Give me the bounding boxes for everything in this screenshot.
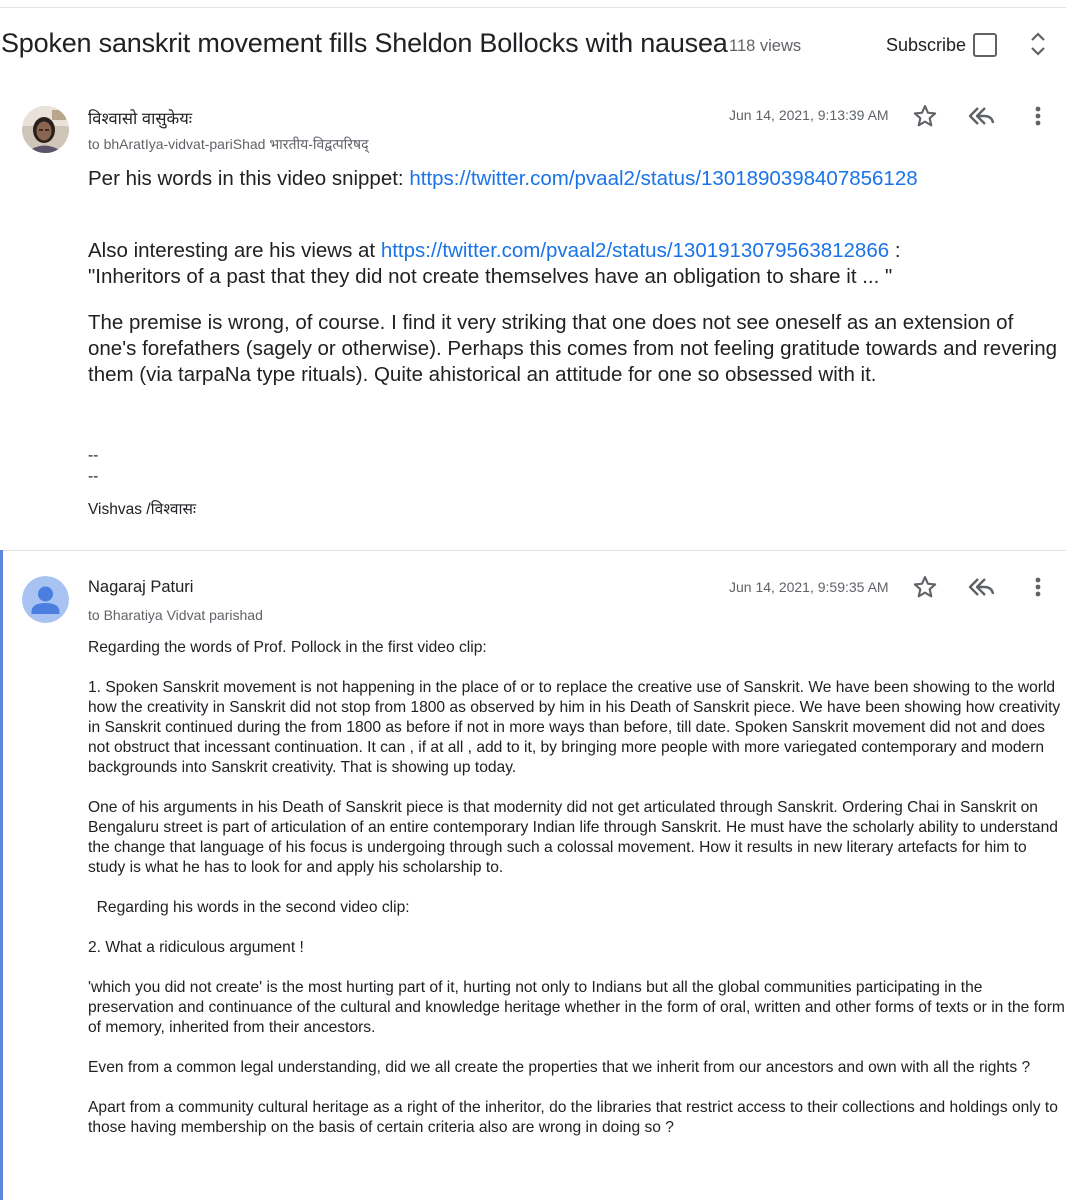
signature: [88, 445, 196, 520]
recipient-line: to Bharatiya Vidvat parishad: [88, 607, 263, 623]
message-date: Jun 14, 2021, 9:59:35 AM: [729, 579, 889, 595]
message-2: [0, 550, 1066, 1200]
tweet-link-2[interactable]: https://twitter.com/pvaal2/status/1301913079563812866: [380, 239, 890, 262]
reply-all-icon[interactable]: [966, 102, 994, 130]
body-paragraph: 2. What a ridiculous argument !: [88, 939, 304, 956]
message-divider: [3, 550, 1066, 551]
unfold-icon[interactable]: [1026, 29, 1050, 59]
more-vert-icon[interactable]: [1024, 102, 1052, 130]
star-icon[interactable]: [911, 102, 939, 130]
subscribe-label: Subscribe: [886, 34, 967, 55]
recipient-line: to bhAratIya-vidvat-pariShad भारतीय-विद्वत्परिषद्: [88, 136, 369, 152]
reply-all-icon[interactable]: [966, 573, 994, 601]
quote-line: "Inheritors of a past that they did not create themselves have an obligation to share it ... ": [88, 265, 893, 288]
message-body: [88, 166, 1058, 388]
sender-name[interactable]: Nagaraj Paturi: [88, 578, 194, 596]
avatar[interactable]: [22, 106, 69, 153]
top-divider: [0, 7, 1066, 8]
body-paragraph: Apart from a community cultural heritage as a right of the inheritor, do the libraries that restrict access to their collections and holdings only to those having membership on the basis of certain criteria also are wrong in doing so ?: [88, 1099, 1058, 1136]
body-paragraph: [88, 166, 1058, 192]
message-body: [88, 638, 1066, 1158]
signature-name: Vishvas /विश्वासः: [88, 501, 197, 518]
body-paragraph: [88, 238, 1058, 264]
tweet-link-1[interactable]: https://twitter.com/pvaal2/status/1301890398407856128: [409, 167, 918, 190]
body-paragraph: 1. Spoken Sanskrit movement is not happening in the place of or to replace the creative use of Sanskrit. We have been showing to the world how the creativity in Sanskrit did not stop from 1800 as observed by him in his Death of Sanskrit piece. We have been showing how creativity in Sanskrit continued during the from 1800 as before if not in more ways than before, till date. Spoken Sanskrit movement did not and does not obstruct that incessant continuation. It can , if at all , add to it, by bringing more people with more variegated contemporary and modern backgrounds into Sanskrit creativity. That is showing up today.: [88, 679, 1061, 776]
star-icon[interactable]: [911, 573, 939, 601]
selected-message-accent: [0, 550, 3, 1200]
view-count: 118 views: [729, 37, 802, 55]
body-paragraph: Regarding the words of Prof. Pollock in the first video clip:: [88, 639, 487, 656]
profile-photo-icon: [22, 106, 69, 153]
message-1: [0, 88, 1066, 538]
sender-name[interactable]: विश्वासो वासुकेयः: [88, 110, 193, 128]
body-text: :: [889, 239, 901, 262]
body-paragraph: 'which you did not create' is the most hurting part of it, hurting not only to Indians but all the global communities participating in the preservation and continuance of the cultural and knowledge heritage whether in the form of oral, written and other forms of texts or in the form of memory, inherited from their ancestors.: [88, 979, 1065, 1036]
body-paragraph: One of his arguments in his Death of Sanskrit piece is that modernity did not get articulated through Sanskrit. Ordering Chai in Sanskrit on Bengaluru street is part of articulation of an entire contemporary Indian life through Sanskrit. He must have the scholarly ability to understand the change that language of his focus is undergoing through such a colossal movement. How it results in new literary artefacts for him to study is what he has to look for and apply his scholarship to.: [88, 799, 1058, 876]
signature-line: --: [88, 468, 99, 485]
signature-line: --: [88, 447, 99, 464]
subscribe-checkbox[interactable]: [973, 33, 997, 57]
avatar[interactable]: [22, 576, 69, 623]
message-date: Jun 14, 2021, 9:13:39 AM: [729, 107, 889, 123]
body-text: Per his words in this video snippet:: [88, 167, 410, 190]
thread-header: [0, 20, 1066, 70]
more-vert-icon[interactable]: [1024, 573, 1052, 601]
subscribe-toggle[interactable]: [886, 30, 997, 60]
person-icon: [22, 576, 69, 623]
body-text: Also interesting are his views at: [88, 239, 381, 262]
body-paragraph: Even from a common legal understanding, did we all create the properties that we inherit from our ancestors and own with all the rights ?: [88, 1059, 1031, 1076]
thread-title: Spoken sanskrit movement fills Sheldon Bollocks with nausea: [1, 28, 728, 58]
body-paragraph: The premise is wrong, of course. I find it very striking that one does not see oneself as an extension of one's forefathers (sagely or otherwise). Perhaps this comes from not feeling gratitude towards and revering them (via tarpaNa type rituals). Quite ahistorical an attitude for one so obsessed with it.: [88, 311, 1058, 386]
body-paragraph: Regarding his words in the second video clip:: [88, 899, 410, 916]
